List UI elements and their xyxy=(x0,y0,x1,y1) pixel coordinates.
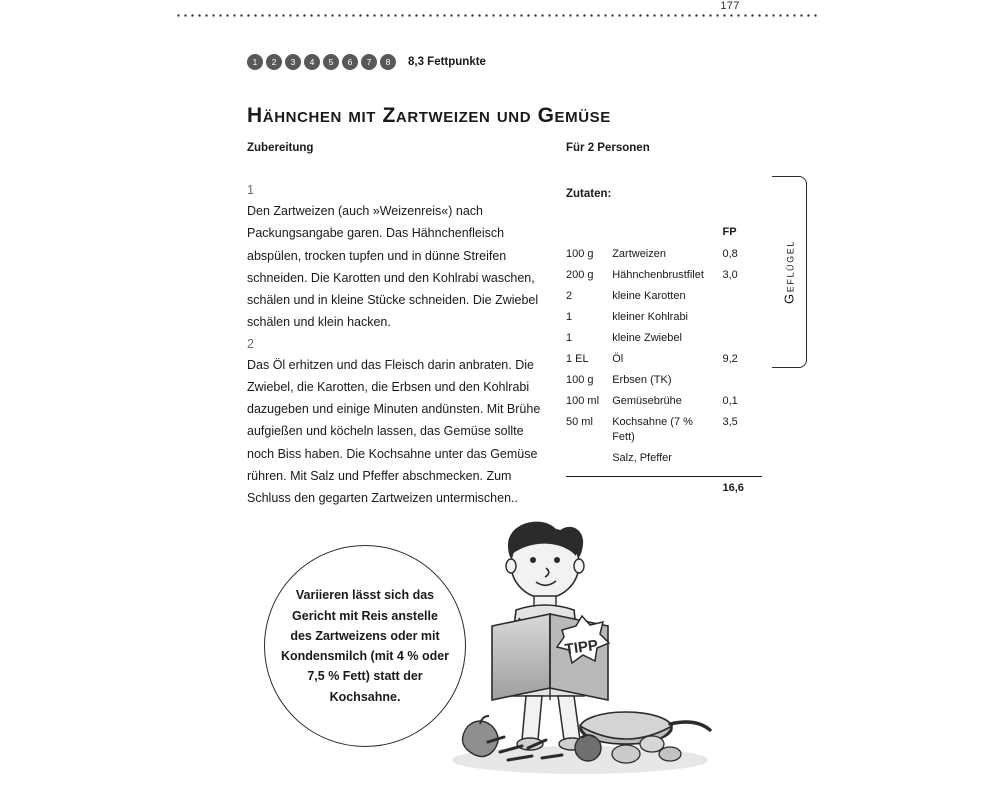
chapter-side-tab xyxy=(772,176,807,368)
fat-point-dot: 6 xyxy=(342,54,358,70)
chapter-side-tab-label: Geflügel xyxy=(781,240,797,304)
page-title: Hähnchen mit Zartweizen und Gemüse xyxy=(247,104,611,128)
cell-quantity: 1 EL xyxy=(566,352,589,365)
table-row xyxy=(566,266,762,287)
cell-fp xyxy=(722,329,762,350)
cell-name: Salz, Pfeffer xyxy=(612,452,672,465)
cell-name: Gemüsebrühe xyxy=(612,394,682,407)
tip-text: Variieren lässt sich das Gericht mit Reis anstelle des Zartweizens oder mit Kondensmilch (mit 4 % oder 7,5 % Fett) statt der Kochsahne. xyxy=(280,588,450,704)
step-number: 2 xyxy=(247,336,254,351)
cook-illustration xyxy=(430,498,730,788)
fat-point-dot: 3 xyxy=(285,54,301,70)
table-header-row xyxy=(566,226,762,245)
preparation-column xyxy=(247,142,547,509)
cell-quantity: 100 g xyxy=(566,373,594,386)
cell-fp xyxy=(722,308,762,329)
tip-bubble xyxy=(264,545,466,747)
table-row xyxy=(566,449,762,470)
cell-fp: 0,8 xyxy=(722,248,738,260)
recipe-book xyxy=(492,614,609,700)
table-total-row xyxy=(566,477,762,500)
fat-points-label: 8,3 Fettpunkte xyxy=(408,56,486,68)
fat-point-dot: 8 xyxy=(380,54,396,70)
header-dotted-rule xyxy=(175,14,820,17)
cell-fp: 9,2 xyxy=(722,352,738,365)
cell-quantity xyxy=(566,449,612,470)
cell-quantity: 1 xyxy=(566,331,573,344)
cell-quantity: 2 xyxy=(566,289,573,302)
table-row xyxy=(566,308,762,329)
table-row xyxy=(566,392,762,413)
cell-fp: 3,0 xyxy=(722,268,738,281)
table-row xyxy=(566,371,762,392)
fat-point-dot: 2 xyxy=(266,54,282,70)
preparation-heading: Zubereitung xyxy=(247,142,314,154)
table-row xyxy=(566,287,762,308)
servings-label: Für 2 Personen xyxy=(566,142,650,154)
step-number: 1 xyxy=(247,183,254,197)
ingredients-column xyxy=(566,142,776,500)
ingredients-heading: Zutaten: xyxy=(566,188,612,200)
fat-point-dot: 5 xyxy=(323,54,339,70)
column-header-name xyxy=(612,226,722,245)
cell-fp xyxy=(722,287,762,308)
fat-points-row xyxy=(247,54,486,70)
column-header-quantity xyxy=(566,226,612,245)
cell-name: Erbsen (TK) xyxy=(612,373,672,386)
cell-fp-total: 16,6 xyxy=(722,477,762,500)
cell-quantity: 100 g xyxy=(566,248,594,260)
cell-fp: 0,1 xyxy=(722,394,738,407)
ingredients-table xyxy=(566,226,762,500)
fat-point-dot: 4 xyxy=(304,54,320,70)
cell-empty xyxy=(612,477,722,500)
cell-name: kleiner Kohlrabi xyxy=(612,310,689,323)
cell-name: kleine Zwiebel xyxy=(612,331,682,344)
cell-name: Hähnchenbrustfilet xyxy=(612,268,704,281)
step-text: Den Zartweizen (auch »Weizenreis«) nach Packungsangabe garen. Das Hähnchenfleisch abspülen, trocken tupfen und in dünne Streifen schneiden. Die Karotten und den Kohlrabi waschen, schälen und in kleine Stücke schneiden. Die Zwiebel schälen und klein hacken. xyxy=(247,204,539,330)
table-row xyxy=(566,350,762,371)
cook-illustration-svg xyxy=(430,498,730,788)
page-number: 177 xyxy=(720,0,740,12)
cell-name: Zartweizen xyxy=(612,248,666,260)
cell-fp xyxy=(722,371,762,392)
cell-name: kleine Karotten xyxy=(612,289,686,302)
step-text: Das Öl erhitzen und das Fleisch darin anbraten. Die Zwiebel, die Karotten, die Erbsen und den Kohlrabi dazugeben und einige Minuten andünsten. Mit Brühe aufgießen und köcheln lassen, das Gemüse sollte noch Biss haben. Die Kochsahne unter das Gemüse rühren. Mit Salz und Pfeffer abschmecken. Zum Schluss den gegarten Zartweizen untermischen.. xyxy=(247,357,541,505)
cell-quantity: 100 ml xyxy=(566,394,600,407)
column-header-fp: FP xyxy=(722,226,737,238)
cell-quantity: 50 ml xyxy=(566,415,593,428)
cell-quantity: 1 xyxy=(566,310,573,323)
cell-empty xyxy=(566,477,612,500)
tip-book-label: TIPP xyxy=(563,636,600,659)
table-row xyxy=(566,245,762,266)
cell-fp xyxy=(722,449,762,470)
fat-point-dot: 1 xyxy=(247,54,263,70)
cell-quantity: 200 g xyxy=(566,268,594,281)
cell-fp: 3,5 xyxy=(722,415,738,428)
cell-name: Kochsahne (7 % Fett) xyxy=(612,415,693,444)
cell-name: Öl xyxy=(612,352,624,365)
fat-point-dot: 7 xyxy=(361,54,377,70)
table-row xyxy=(566,413,762,450)
table-row xyxy=(566,329,762,350)
